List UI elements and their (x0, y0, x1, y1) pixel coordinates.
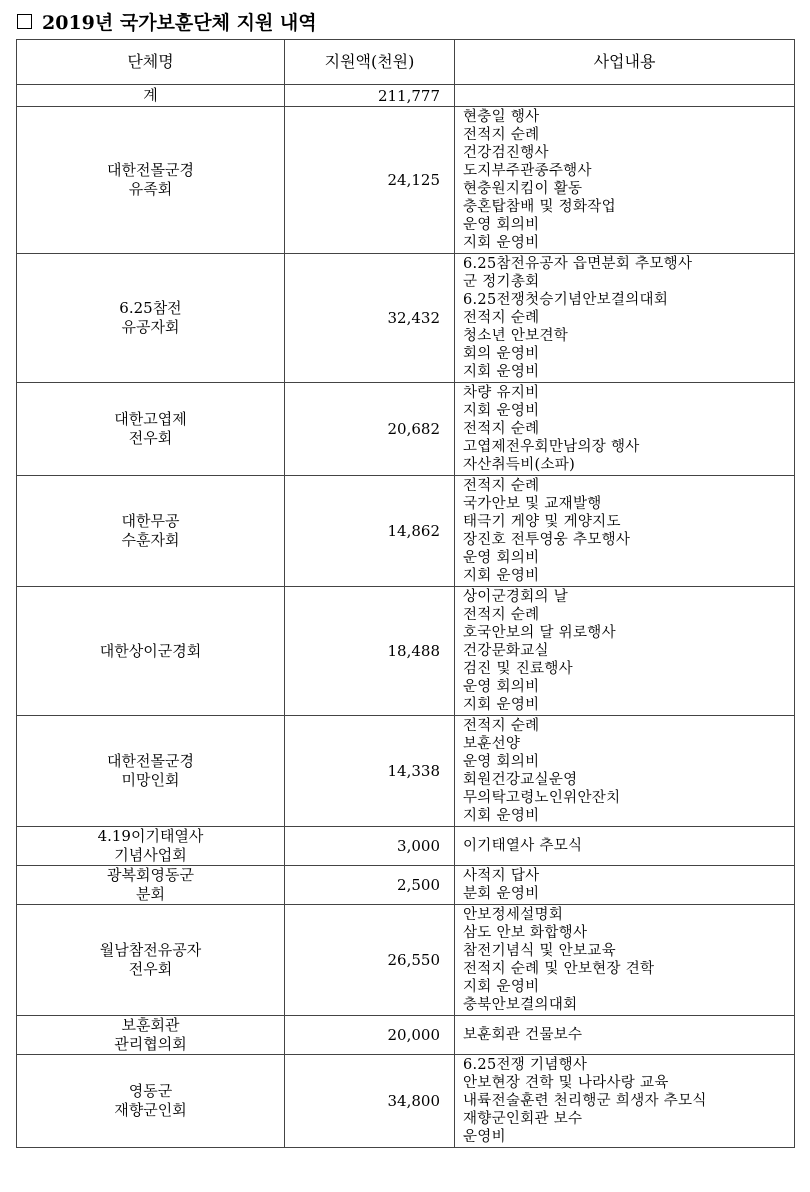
activity-item: 지회 운영비 (463, 235, 540, 251)
activity-item: 참전기념식 및 안보교육 (463, 943, 616, 959)
activity-item: 지회 운영비 (463, 364, 540, 380)
activity-item: 차량 유지비 (463, 385, 540, 401)
activity-item: 국가안보 및 교재발행 (463, 496, 602, 512)
activity-item: 안보정세설명회 (463, 907, 564, 923)
support-table (16, 39, 795, 1148)
org-name: 월남참전유공자 전우회 (17, 905, 285, 1016)
title-text: 2019년 국가보훈단체 지원 내역 (42, 11, 317, 34)
activity-list (455, 107, 795, 254)
support-amount: 14,338 (285, 716, 455, 827)
activity-list (455, 905, 795, 1016)
activity-item: 자산취득비(소파) (463, 457, 576, 473)
support-amount: 18,488 (285, 587, 455, 716)
activity-item: 지회 운영비 (463, 568, 540, 584)
org-name: 광복회영동군 분회 (17, 866, 285, 905)
total-amount: 211,777 (285, 85, 455, 107)
support-amount: 14,862 (285, 476, 455, 587)
table-row (17, 827, 795, 866)
total-label: 계 (17, 85, 285, 107)
activity-item: 내륙전술훈련 천리행군 희생자 추모식 (463, 1093, 707, 1109)
activity-item: 도지부주관종주행사 (463, 163, 592, 179)
activity-item: 지회 운영비 (463, 808, 540, 824)
org-name: 대한전몰군경 유족회 (17, 107, 285, 254)
activity-item: 현충원지킴이 활동 (463, 181, 583, 197)
header-activities: 사업내용 (455, 40, 795, 85)
activity-item: 사적지 답사 (463, 868, 540, 884)
activity-item: 회의 운영비 (463, 346, 540, 362)
activity-item: 충북안보결의대회 (463, 997, 578, 1013)
org-name: 대한상이군경회 (17, 587, 285, 716)
activity-item: 운영 회의비 (463, 217, 540, 233)
activity-item: 건강문화교실 (463, 643, 549, 659)
activity-item: 재향군인회관 보수 (463, 1111, 583, 1127)
activity-item: 지회 운영비 (463, 697, 540, 713)
table-row (17, 1016, 795, 1055)
table-row (17, 107, 795, 254)
activity-list (455, 716, 795, 827)
header-row (17, 40, 795, 85)
activity-item: 청소년 안보견학 (463, 328, 569, 344)
activity-item: 이기태열사 추모식 (463, 838, 583, 854)
activity-item: 운영 회의비 (463, 754, 540, 770)
activity-item: 충혼탑참배 및 정화작업 (463, 199, 616, 215)
activity-item: 군 정기총회 (463, 274, 540, 290)
activity-list (455, 476, 795, 587)
header-amount: 지원액(천원) (285, 40, 455, 85)
checkbox-square-icon (17, 14, 32, 29)
total-activities (455, 85, 795, 107)
activity-item: 삼도 안보 화합행사 (463, 925, 588, 941)
org-name: 보훈회관 관리협의회 (17, 1016, 285, 1055)
activity-list (455, 827, 795, 866)
activity-item: 운영비 (463, 1129, 506, 1145)
org-name: 6.25참전 유공자회 (17, 254, 285, 383)
table-row (17, 716, 795, 827)
support-amount: 20,000 (285, 1016, 455, 1055)
table-row (17, 383, 795, 476)
activity-item: 전적지 순례 및 안보현장 견학 (463, 961, 655, 977)
activity-list (455, 866, 795, 905)
activity-item: 전적지 순례 (463, 718, 540, 734)
support-amount: 2,500 (285, 866, 455, 905)
support-amount: 3,000 (285, 827, 455, 866)
table-row (17, 905, 795, 1016)
activity-item: 현충일 행사 (463, 109, 540, 125)
table-row (17, 587, 795, 716)
activity-item: 상이군경회의 날 (463, 589, 569, 605)
activity-item: 전적지 순례 (463, 421, 540, 437)
activity-item: 6.25참전유공자 읍면분회 추모행사 (463, 256, 693, 272)
support-amount: 34,800 (285, 1055, 455, 1148)
activity-item: 회원건강교실운영 (463, 772, 578, 788)
org-name: 대한무공 수훈자회 (17, 476, 285, 587)
activity-item: 전적지 순례 (463, 607, 540, 623)
activity-item: 전적지 순례 (463, 127, 540, 143)
activity-item: 건강검진행사 (463, 145, 549, 161)
support-amount: 20,682 (285, 383, 455, 476)
support-amount: 32,432 (285, 254, 455, 383)
activity-list (455, 1055, 795, 1148)
org-name: 대한전몰군경 미망인회 (17, 716, 285, 827)
activity-list (455, 587, 795, 716)
table-row (17, 1055, 795, 1148)
activity-list (455, 254, 795, 383)
activity-item: 장진호 전투영웅 추모행사 (463, 532, 631, 548)
header-org: 단체명 (17, 40, 285, 85)
activity-item: 지회 운영비 (463, 403, 540, 419)
activity-item: 호국안보의 달 위로행사 (463, 625, 616, 641)
table-row (17, 476, 795, 587)
activity-item: 전적지 순례 (463, 478, 540, 494)
activity-item: 지회 운영비 (463, 979, 540, 995)
activity-item: 태극기 게양 및 게양지도 (463, 514, 621, 530)
activity-list (455, 1016, 795, 1055)
table-row (17, 254, 795, 383)
org-name: 영동군 재향군인회 (17, 1055, 285, 1148)
activity-item: 검진 및 진료행사 (463, 661, 573, 677)
activity-item: 6.25전쟁 기념행사 (463, 1057, 588, 1073)
activity-item: 고엽제전우회만남의장 행사 (463, 439, 640, 455)
activity-item: 6.25전쟁첫승기념안보결의대회 (463, 292, 669, 308)
org-name: 4.19이기태열사 기념사업회 (17, 827, 285, 866)
activity-item: 보훈선양 (463, 736, 521, 752)
page-title (17, 8, 317, 34)
total-row (17, 85, 795, 107)
activity-item: 안보현장 견학 및 나라사랑 교육 (463, 1075, 669, 1091)
activity-list (455, 383, 795, 476)
support-amount: 24,125 (285, 107, 455, 254)
activity-item: 운영 회의비 (463, 679, 540, 695)
activity-item: 분회 운영비 (463, 886, 540, 902)
org-name: 대한고엽제 전우회 (17, 383, 285, 476)
activity-item: 보훈회관 건물보수 (463, 1027, 583, 1043)
table-row (17, 866, 795, 905)
support-amount: 26,550 (285, 905, 455, 1016)
activity-item: 무의탁고령노인위안잔치 (463, 790, 621, 806)
activity-item: 전적지 순례 (463, 310, 540, 326)
activity-item: 운영 회의비 (463, 550, 540, 566)
